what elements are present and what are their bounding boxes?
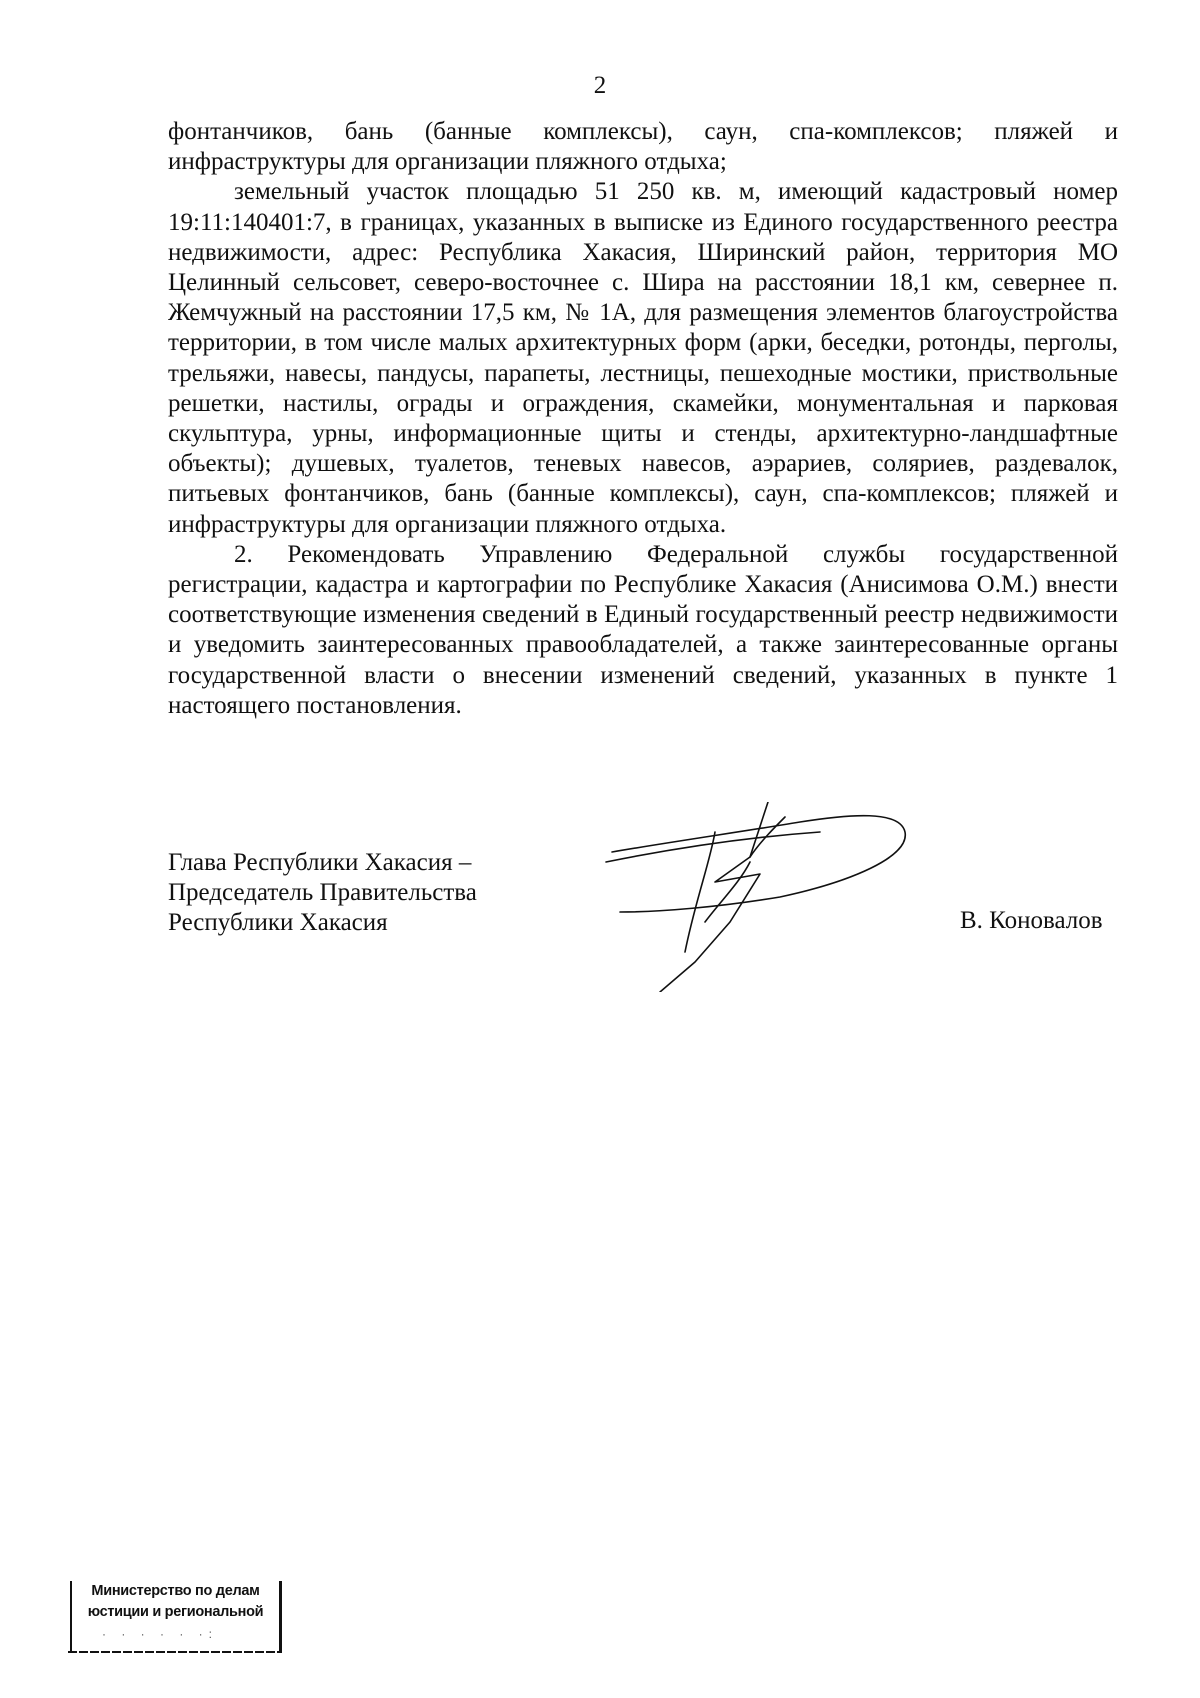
stamp-dots-decoration: · · · · · ·: <box>102 1627 218 1641</box>
page-number: 2 <box>593 72 607 99</box>
signatory-position-line: Глава Республики Хакасия – <box>168 849 472 876</box>
signatory-position <box>168 848 477 938</box>
paragraph-continuation: фонтанчиков, бань (банные комплексы), саун, спа-комплексов; пляжей и инфраструктуры для организации пляжного отдыха; <box>168 118 1118 176</box>
paragraph-recommendation: 2. Рекомендовать Управлению Федеральной службы государственной регистрации, кадастра и картографии по Республике Хакасия (Анисимова О.М.) внести соответствующие изменения сведений в Единый государственный реестр недвижимости и уведомить заинтересованных правообладателей, а также заинтересованные органы государственной власти о внесении изменений сведений, указанных в пункте 1 настоящего постановления. <box>168 540 1118 719</box>
document-body <box>168 117 1118 721</box>
paragraph-land-plot: земельный участок площадью 51 250 кв. м, имеющий кадастровый номер 19:11:140401:7, в границах, указанных в выписке из Единого государственного реестра недвижимости, адрес: Республика Хакасия, Ширинский район, территория МО Целинный сельсовет, северо-восточнее с. Шира на расстоянии 18,1 км, севернее п. Жемчужный на расстоянии 17,5 км, № 1А, для размещения элементов благоустройства территории, в том числе малых архитектурных форм (арки, беседки, ротонды, перголы, трельяжи, навесы, пандусы, парапеты, лестницы, пешеходные мостики, приствольные решетки, настилы, ограды и ограждения, скамейки, монументальная и парковая скульптура, урны, информационные щиты и стенды, архитектурно-ландшафтные объекты); душевых, туалетов, теневых навесов, аэрариев, соляриев, раздевалок, питьевых фонтанчиков, бань (банные комплексы), саун, спа-комплексов; пляжей и инфраструктуры для организации пляжного отдыха. <box>168 178 1118 538</box>
stamp-line: Министерство по делам <box>91 1583 260 1599</box>
handwritten-signature <box>600 802 940 992</box>
registration-stamp <box>70 1581 282 1653</box>
signatory-position-line: Республики Хакасия <box>168 909 388 936</box>
signer-name: В. Коновалов <box>960 907 1103 934</box>
stamp-line: юстиции и региональной <box>87 1604 264 1620</box>
stamp-bottom-border <box>68 1651 282 1653</box>
signatory-position-line: Председатель Правительства <box>168 879 477 906</box>
